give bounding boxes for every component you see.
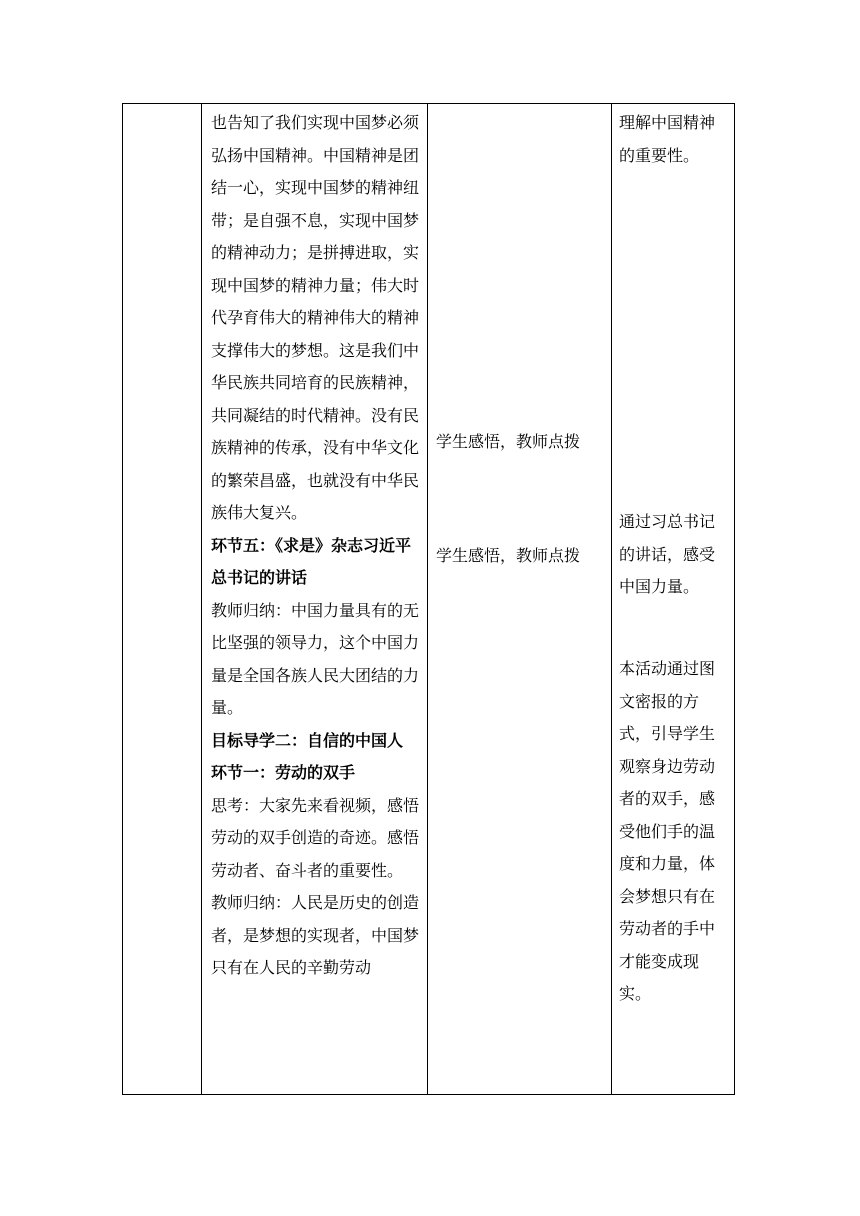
lesson-plan-table bbox=[122, 103, 735, 1095]
teaching-content-cell bbox=[211, 107, 423, 985]
column-divider-3 bbox=[611, 104, 612, 1094]
column-divider-2 bbox=[427, 104, 428, 1094]
design-intent-2: 通过习总书记的讲话，感受中国力量。 bbox=[619, 512, 716, 596]
section-heading-goal-two: 目标导学二：自信的中国人 bbox=[211, 730, 404, 750]
content-paragraph-power: 教师归纳：中国力量具有的无比坚强的领导力，这个中国力量是全国各族人民大团结的力量。 bbox=[211, 600, 420, 717]
section-heading-hands: 环节一：劳动的双手 bbox=[211, 763, 356, 782]
content-paragraph-spirit: 也告知了我们实现中国梦必须弘扬中国精神。中国精神是团结一心，实现中国梦的精神纽带；是自强不息，实现中国梦的精神动力；是拼搏进取，实现中国梦的精神力量；伟大时代孕育伟大的精神伟大的精神支撑伟大的梦想。这是我们中华民族共同培育的民族精神，共同凝结的时代精神。没有民族精神的传承，没有中华文化的繁荣昌盛，也就没有中华民族伟大复兴。 bbox=[211, 113, 420, 522]
column-divider-1 bbox=[201, 104, 202, 1094]
student-activity-2: 学生感悟，教师点拨 bbox=[436, 546, 581, 565]
design-intent-1: 理解中国精神的重要性。 bbox=[619, 113, 716, 165]
student-activity-1: 学生感悟，教师点拨 bbox=[436, 432, 581, 451]
section-heading-qiushi: 环节五：《求是》杂志习近平总书记的讲话 bbox=[211, 535, 412, 587]
content-paragraph-think: 思考：大家先来看视频，感悟劳动的双手创造的奇迹。感悟劳动者、奋斗者的重要性。 bbox=[211, 795, 420, 880]
content-paragraph-summary: 教师归纳：人民是历史的创造者，是梦想的实现者，中国梦只有在人民的辛勤劳动 bbox=[211, 893, 420, 977]
design-intent-3: 本活动通过图文密报的方式，引导学生观察身边劳动者的双手，感受他们手的温度和力量，体会梦想只有在劳动者的手中才能变成现实。 bbox=[619, 659, 716, 1003]
